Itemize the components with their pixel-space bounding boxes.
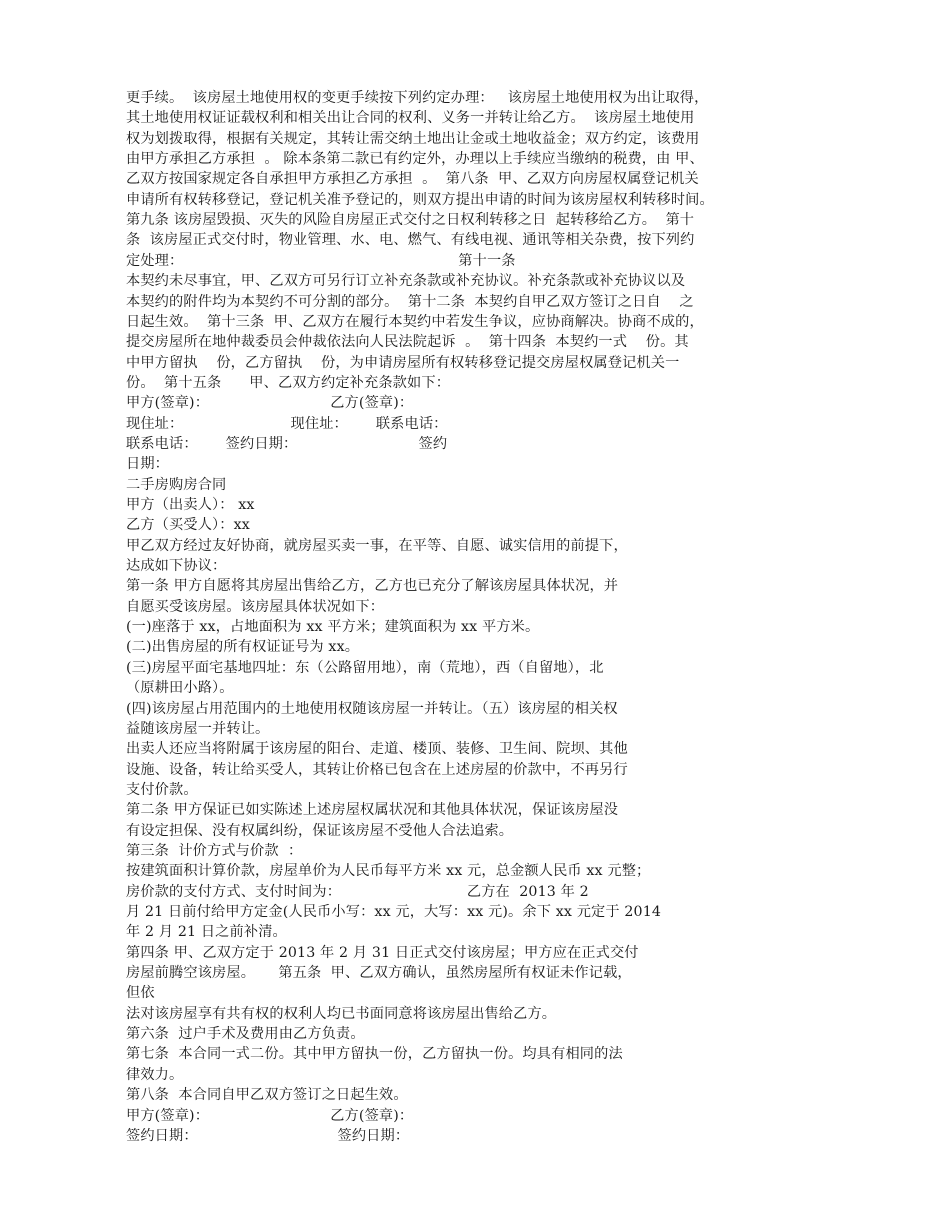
text-line: 日起生效。 第十三条 甲、乙双方在履行本契约中若发生争议，应协商解决。协商不成的，: [126, 313, 704, 330]
text-line: 甲方(签章)： 乙方(签章)：: [126, 395, 414, 412]
text-line: (四)该房屋占用范围内的土地使用权随该房屋一并转让。（五）该房屋的相关权: [126, 700, 618, 717]
text-line: 权为划拨取得，根据有关规定，其转让需交纳土地出让金或土地收益金；双方约定，该费用: [126, 130, 700, 147]
text-line: 律效力。: [126, 1066, 184, 1083]
text-line: 支付价款。: [126, 781, 198, 798]
text-line: 乙方（买受人）：xx: [126, 517, 250, 534]
text-line: 月 21 日前付给甲方定金(人民币小写：xx 元，大写：xx 元)。余下 xx 元定于 2014: [126, 904, 662, 920]
text-line: 但依: [126, 985, 155, 1002]
text-line: 按建筑面积计算价款，房屋单价为人民币每平方米 xx 元，总金额人民币 xx 元整；: [126, 863, 651, 880]
text-line: 房价款的支付方式、支付时间为： 乙方在 2013 年 2: [126, 883, 589, 900]
text-line: 更手续。 该房屋土地使用权的变更手续按下列约定办理： 该房屋土地使用权为出让取得，: [126, 90, 709, 106]
text-line: 房屋前腾空该房屋。 第五条 甲、乙双方确认，虽然房屋所有权证未作记载，: [126, 965, 632, 982]
text-line: 甲方（出卖人）： xx: [126, 497, 255, 513]
text-line: 份。 第十五条 甲、乙双方约定补充条款如下：: [126, 374, 451, 391]
text-line: 第六条 过户手术及费用由乙方负责。: [126, 1026, 365, 1043]
text-line: 第一条 甲方自愿将其房屋出售给乙方，乙方也已充分了解该房屋具体状况，并: [126, 578, 619, 595]
text-line: 甲方(签章)： 乙方(签章)：: [126, 1107, 414, 1124]
text-line: 定处理： 第十一条: [126, 252, 516, 269]
text-line: 申请所有权转移登记，登记机关准予登记的，则双方提出申请的时间为该房屋权利转移时间。: [126, 191, 714, 208]
text-line: (一)座落于 xx，占地面积为 xx 平方米；建筑面积为 xx 平方米。: [126, 619, 540, 636]
text-line: 法对该房屋享有共有权的权利人均已书面同意将该房屋出售给乙方。: [126, 1005, 557, 1022]
text-line: 甲乙双方经过友好协商，就房屋买卖一事，在平等、自愿、诚实信用的前提下，: [126, 537, 628, 554]
text-line: 设施、设备，转让给买受人，其转让价格已包含在上述房屋的价款中，不再另行: [126, 761, 628, 778]
text-line: 条 该房屋正式交付时，物业管理、水、电、燃气、有线电视、通讯等相关杂费，按下列约: [126, 232, 695, 249]
text-line: 第三条 计价方式与价款 ：: [126, 842, 303, 859]
text-line: 提交房屋所在地仲裁委员会仲裁依法向人民法院起诉 。 第十四条 本契约一式 份。其: [126, 334, 689, 351]
text-line: 联系电话： 签约日期： 签约: [126, 435, 448, 452]
text-line: 出卖人还应当将附属于该房屋的阳台、走道、楼顶、装修、卫生间、院坝、其他: [126, 741, 628, 758]
text-line: 有设定担保、没有权属纠纷，保证该房屋不受他人合法追索。: [126, 822, 514, 839]
text-line: 第二条 甲方保证已如实陈述上述房屋权属状况和其他具体状况，保证该房屋没: [126, 802, 619, 819]
text-line: （原耕田小路）。: [126, 680, 234, 697]
text-line: 由甲方承担乙方承担 。 除本条第二款已有约定外，办理以上手续应当缴纳的税费，由 甲、: [126, 151, 704, 168]
text-line: 第九条 该房屋毁损、灭失的风险自房屋正式交付之日权利转移之日 起转移给乙方。 第十: [126, 212, 695, 229]
text-line: 第七条 本合同一式二份。其中甲方留执一份，乙方留执一份。均具有相同的法: [126, 1046, 623, 1063]
text-line: 乙双方按国家规定各自承担甲方承担乙方承担 。 第八条 甲、乙双方向房屋权属登记机关: [126, 171, 699, 188]
text-line: 第八条 本合同自甲乙双方签订之日起生效。: [126, 1087, 408, 1104]
text-line: 中甲方留执 份，乙方留执 份，为申请房屋所有权转移登记提交房屋权属登记机关一: [126, 354, 680, 371]
text-line: 年 2 月 21 日之前补清。: [126, 924, 287, 941]
text-line: 本契约的附件均为本契约不可分割的部分。 第十二条 本契约自甲乙双方签订之日自 之: [126, 293, 694, 310]
text-line: 日期：: [126, 456, 170, 473]
text-line: 现住址： 现住址： 联系电话：: [126, 415, 448, 432]
text-line: (二)出售房屋的所有权证证号为 xx。: [126, 639, 360, 656]
text-line: 本契约未尽事宜，甲、乙双方可另行订立补充条款或补充协议。补充条款或补充协议以及: [126, 273, 686, 290]
text-line: 二手房购房合同: [126, 476, 227, 493]
text-line: 第四条 甲、乙双方定于 2013 年 2 月 31 日正式交付该房屋；甲方应在正式交付: [126, 944, 639, 961]
text-line: 益随该房屋一并转让。: [126, 720, 270, 737]
text-line: (三)房屋平面宅基地四址：东（公路留用地），南（荒地），西（自留地），北: [126, 659, 604, 676]
text-line: 其土地使用权证证载权利和相关出让合同的权利、义务一并转让给乙方。 该房屋土地使用: [126, 110, 695, 127]
text-line: 达成如下协议：: [126, 558, 227, 575]
text-line: 自愿买受该房屋。该房屋具体状况如下：: [126, 598, 385, 615]
text-line: 签约日期： 签约日期：: [126, 1127, 410, 1144]
